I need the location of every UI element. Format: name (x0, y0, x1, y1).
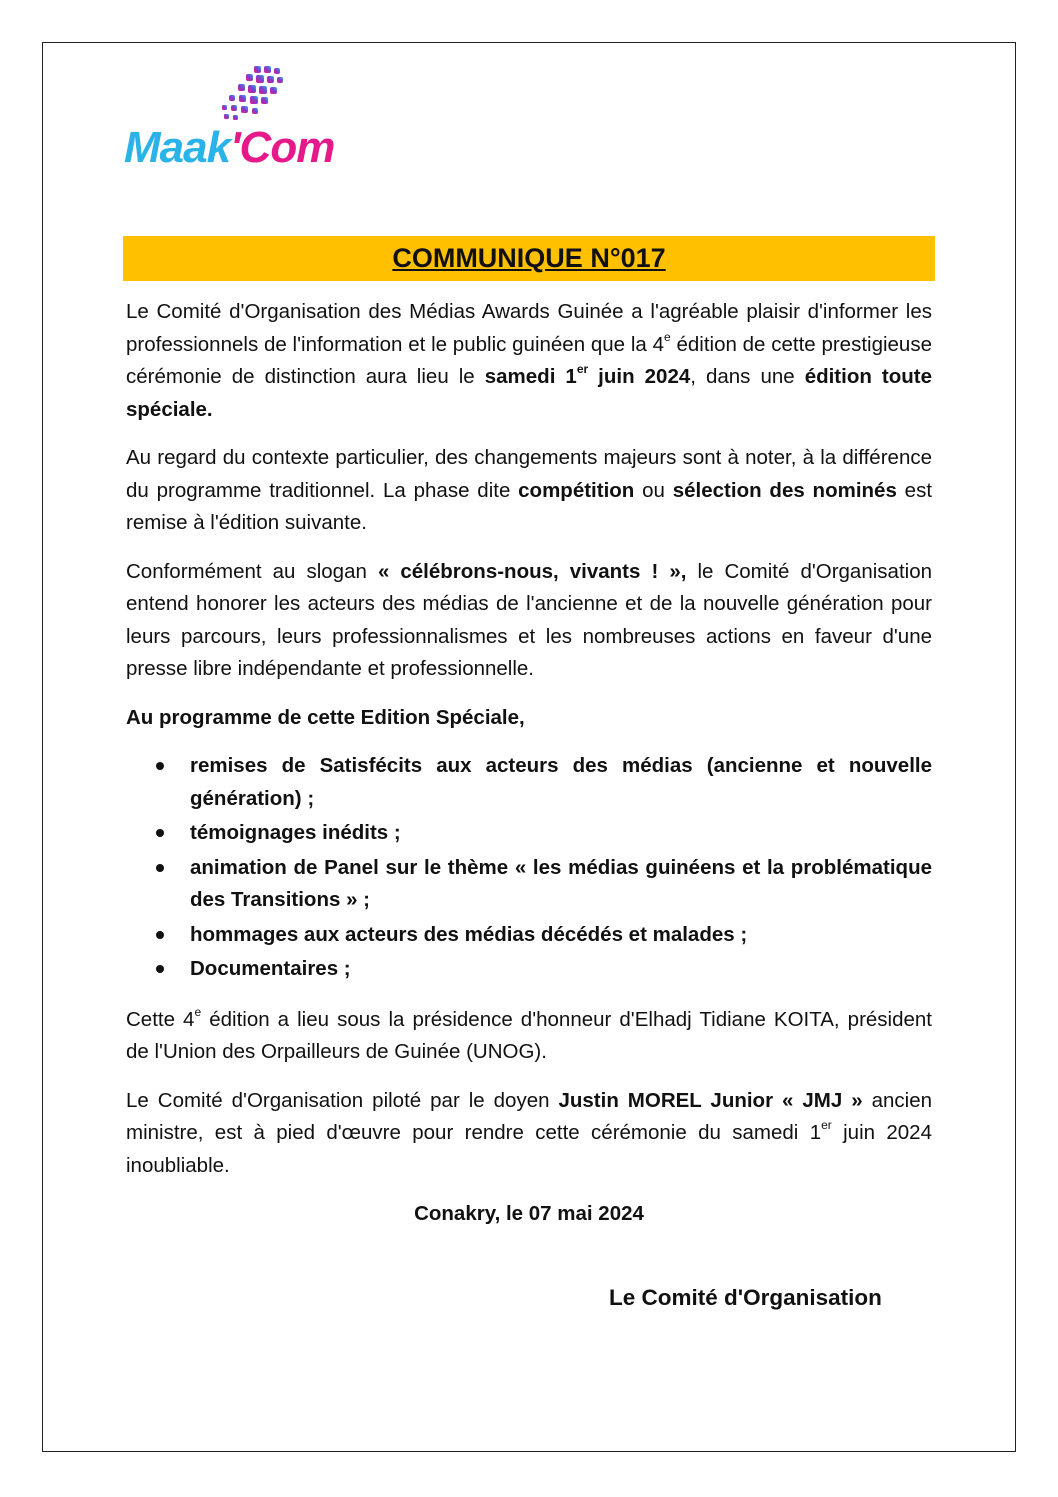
list-item: hommages aux acteurs des médias décédés et malades ; (126, 919, 932, 952)
title-banner (123, 236, 935, 281)
communique-body (126, 296, 932, 1231)
maakcom-logo (124, 62, 369, 170)
list-item: Documentaires ; (126, 953, 932, 986)
paragraph-committee: Le Comité d'Organisation piloté par le doyen Justin MOREL Junior « JMJ » ancien ministre, est à pied d'œuvre pour rendre cette cérémonie du samedi 1er juin 2024 inoubliable. (126, 1088, 932, 1177)
list-item: remises de Satisfécits aux acteurs des médias (ancienne et nouvelle génération) ; (126, 750, 932, 815)
list-item: témoignages inédits ; (126, 817, 932, 850)
logo-wordmark: Maak'Com (124, 123, 335, 172)
signature: Le Comité d'Organisation (609, 1285, 882, 1310)
programme-heading: Au programme de cette Edition Spéciale, (126, 705, 525, 729)
paragraph-context: Au regard du contexte particulier, des changements majeurs sont à noter, à la différence du programme traditionnel. La phase dite compétition ou sélection des nominés est remise à l'édition suivante. (126, 446, 933, 534)
bullet-icon (156, 931, 164, 939)
place-date: Conakry, le 07 mai 2024 (414, 1202, 644, 1225)
programme-list (126, 750, 932, 986)
paragraph-presidency: Cette 4e édition a lieu sous la présidence d'honneur d'Elhadj Tidiane KOITA, président de l'Union des Orpailleurs de Guinée (UNOG). (126, 1004, 932, 1063)
communique-title: COMMUNIQUE N°017 (392, 243, 666, 273)
bullet-icon (156, 829, 164, 837)
bullet-icon (156, 762, 164, 770)
paragraph-announcement: Le Comité d'Organisation des Médias Awards Guinée a l'agréable plaisir d'informer les professionnels de l'information et le public guinéen que la 4e édition de cette prestigieuse cérémonie de distinction aura lieu le samedi 1er juin 2024, dans une édition toute spéciale. (126, 300, 932, 421)
dotted-sphere-icon (124, 62, 369, 126)
bullet-icon (156, 864, 164, 872)
paragraph-slogan: Conformément au slogan « célébrons-nous, vivants ! », le Comité d'Organisation entend honorer les acteurs des médias de l'ancienne et de la nouvelle génération pour leurs parcours, leurs professionnalismes et les nombreuses actions en faveur d'une presse libre indépendante et professionnelle. (126, 559, 932, 680)
list-item: animation de Panel sur le thème « les médias guinéens et la problématique des Transitions » ; (126, 852, 932, 917)
bullet-icon (156, 965, 164, 973)
